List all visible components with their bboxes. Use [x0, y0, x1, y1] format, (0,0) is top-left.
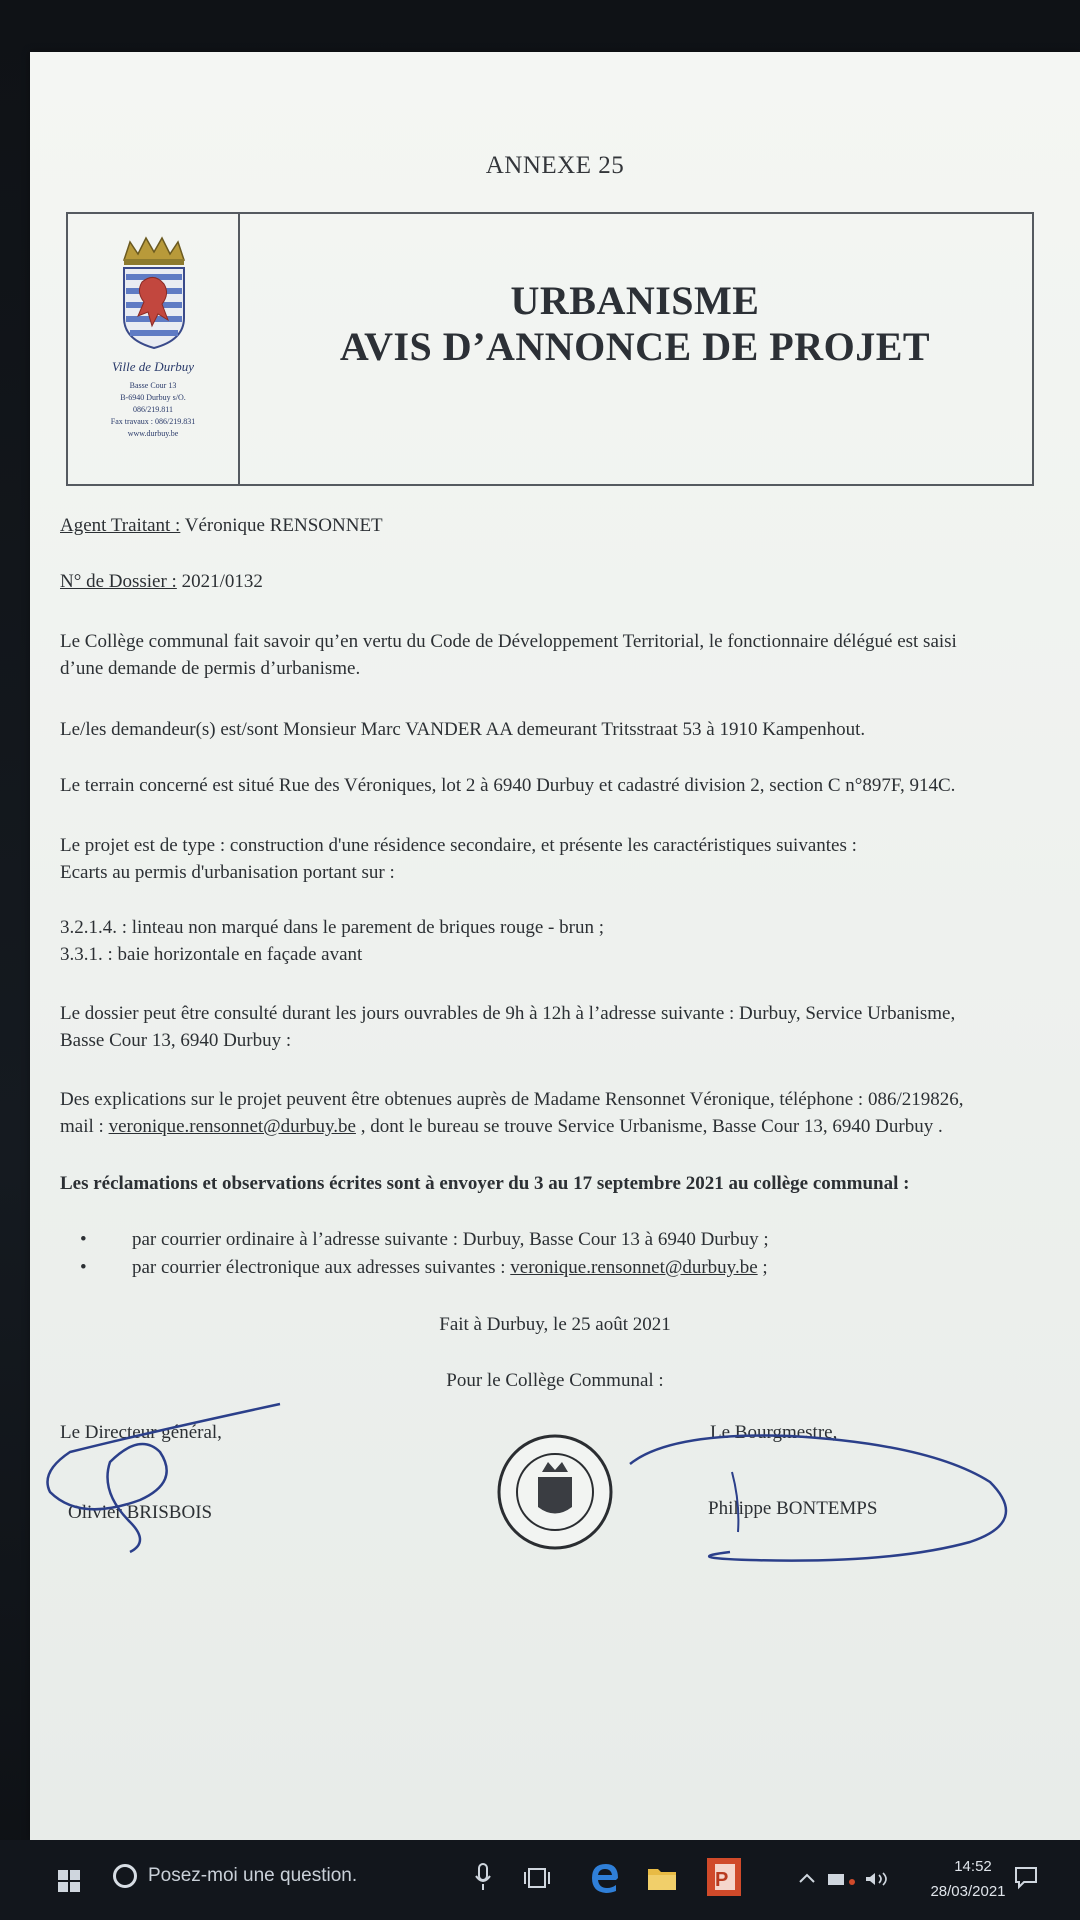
- clock-date[interactable]: 28/03/2021: [930, 1883, 1006, 1900]
- title-urbanisme: URBANISME: [510, 278, 760, 323]
- address-line: B-6940 Durbuy s/O.: [120, 393, 186, 402]
- cortana-icon[interactable]: [113, 1864, 137, 1888]
- reclamations-heading: Les réclamations et observations écrites sont à envoyer du 3 au 17 septembre 2021 au collège communal :: [60, 1173, 910, 1194]
- paragraph-demandeur: Le/les demandeur(s) est/sont Monsieur Marc VANDER AA demeurant Tritsstraat 53 à 1910 Kampenhout.: [60, 719, 866, 740]
- city-name: Ville de Durbuy: [111, 359, 195, 374]
- bullet-prefix: par courrier électronique aux adresses suivantes :: [132, 1257, 511, 1278]
- agent-line: [60, 512, 1060, 539]
- windows-start-icon[interactable]: [58, 1870, 80, 1892]
- paragraph-line: Le projet est de type : construction d'une résidence secondaire, et présente les caractéristiques suivantes :: [60, 835, 857, 856]
- bourgmestre-title: Le Bourgmestre,: [710, 1422, 838, 1443]
- microphone-icon[interactable]: [474, 1862, 492, 1892]
- svg-text:P: P: [715, 1869, 729, 1891]
- powerpoint-icon[interactable]: [707, 1858, 741, 1896]
- header-box: [66, 212, 1034, 486]
- bullet-text: par courrier ordinaire à l’adresse suivante : Durbuy, Basse Cour 13 à 6940 Durbuy ;: [132, 1229, 769, 1250]
- directeur-title: Le Directeur général,: [60, 1422, 222, 1443]
- address-line: Basse Cour 13: [129, 381, 177, 390]
- bourgmestre-name: Philippe BONTEMPS: [708, 1498, 878, 1519]
- search-input[interactable]: Posez-moi une question.: [148, 1865, 358, 1886]
- file-explorer-icon[interactable]: [647, 1864, 677, 1892]
- paragraph-explications: [60, 1086, 1060, 1140]
- windows-taskbar: [0, 1840, 1080, 1920]
- dossier-value: 2021/0132: [181, 571, 263, 592]
- edge-icon[interactable]: [590, 1862, 620, 1894]
- address-line: 086/219.811: [133, 405, 173, 414]
- email-link[interactable]: veronique.rensonnet@durbuy.be: [108, 1116, 356, 1137]
- fait-a-line: Fait à Durbuy, le 25 août 2021: [439, 1314, 671, 1335]
- notification-icon[interactable]: [1014, 1866, 1038, 1890]
- logo-cell: [68, 214, 240, 484]
- agent-label: Agent Traitant :: [60, 515, 181, 536]
- email-link[interactable]: veronique.rensonnet@durbuy.be: [510, 1257, 758, 1278]
- ecart-item: 3.2.1.4. : linteau non marqué dans le parement de briques rouge - brun ;: [60, 917, 604, 938]
- address-line: Fax travaux : 086/219.831: [110, 417, 196, 426]
- commune-seal-icon: [499, 1436, 611, 1548]
- annexe-label: ANNEXE 25: [485, 152, 625, 179]
- paragraph-line: [60, 1113, 1060, 1140]
- paragraph-line: Des explications sur le projet peuvent être obtenues auprès de Madame Rensonnet Véronique, téléphone : 086/219826,: [60, 1089, 964, 1110]
- paragraph-projet: [60, 832, 1060, 886]
- clock-time[interactable]: 14:52: [954, 1858, 992, 1875]
- paragraph-terrain: Le terrain concerné est situé Rue des Véroniques, lot 2 à 6940 Durbuy et cadastré division 2, section C n°897F, 914C.: [60, 775, 956, 796]
- agent-value: Véronique RENSONNET: [184, 515, 383, 536]
- bullet-dot: •: [80, 1229, 87, 1250]
- mail-suffix: , dont le bureau se trouve Service Urbanisme, Basse Cour 13, 6940 Durbuy .: [355, 1116, 943, 1137]
- dossier-label: N° de Dossier :: [60, 571, 177, 592]
- network-icon: [828, 1874, 844, 1885]
- durbuy-coat-of-arms-icon: [116, 232, 192, 352]
- system-tray-icons[interactable]: [826, 1870, 896, 1888]
- paragraph-consultation: [60, 1000, 1060, 1054]
- task-view-icon[interactable]: [524, 1866, 550, 1890]
- address-line: www.durbuy.be: [127, 429, 179, 438]
- directeur-name: Olivier BRISBOIS: [68, 1502, 213, 1523]
- paragraph-line: Basse Cour 13, 6940 Durbuy :: [60, 1030, 292, 1051]
- mail-prefix: mail :: [60, 1116, 109, 1137]
- paragraph-line: d’une demande de permis d’urbanisme.: [60, 658, 361, 679]
- dossier-line: [60, 568, 1060, 595]
- bullet-dot: •: [80, 1257, 87, 1278]
- ecart-item: 3.3.1. : baie horizontale en façade avant: [60, 944, 363, 965]
- title-avis-annonce: AVIS D’ANNONCE DE PROJET: [339, 324, 931, 369]
- chevron-up-icon[interactable]: [798, 1872, 816, 1884]
- ecarts-list: [60, 914, 1060, 968]
- alert-icon: [849, 1879, 855, 1885]
- paragraph-college: [60, 628, 1060, 682]
- document-page: [30, 52, 1080, 1840]
- bullet-suffix: ;: [757, 1257, 768, 1278]
- pour-college-line: Pour le Collège Communal :: [446, 1370, 664, 1391]
- paragraph-line: Le Collège communal fait savoir qu’en vertu du Code de Développement Territorial, le fonctionnaire délégué est saisi: [60, 631, 957, 652]
- paragraph-line: Ecarts au permis d'urbanisation portant sur :: [60, 862, 395, 883]
- paragraph-line: Le dossier peut être consulté durant les jours ouvrables de 9h à 12h à l’adresse suivante : Durbuy, Service Urbanisme,: [60, 1003, 956, 1024]
- bullet-text: [132, 1254, 768, 1281]
- volume-icon: [866, 1873, 875, 1885]
